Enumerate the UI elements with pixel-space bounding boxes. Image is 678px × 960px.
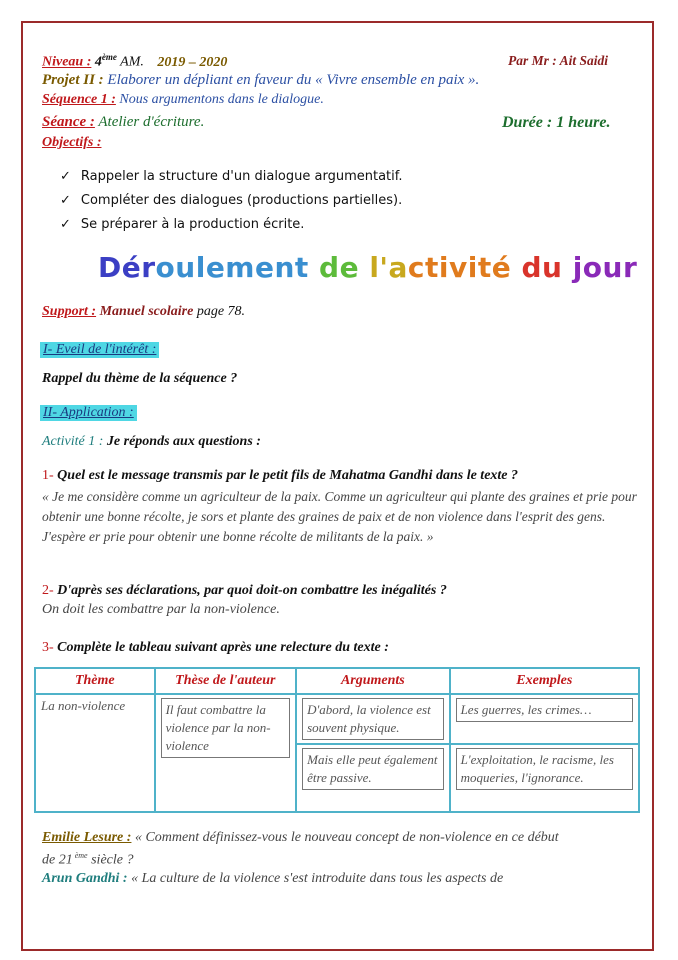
objective-text: Rappeler la structure d'un dialogue argumentatif. <box>80 169 403 184</box>
check-icon: ✓ <box>60 217 71 232</box>
question-text: D'après ses déclarations, par quoi doit-on combattre les inégalités ? <box>53 583 447 598</box>
theme-text: La non-violence <box>41 698 126 713</box>
table-row <box>35 694 639 744</box>
seance-line <box>42 114 204 131</box>
ordinal-sup: ème <box>72 851 88 860</box>
dialogue-text: « Comment définissez-vous le nouveau concept de non-violence en ce début <box>131 830 559 845</box>
school-year: 2019 – 2020 <box>157 54 228 70</box>
dialogue-line-1b <box>42 851 133 869</box>
duree: Durée : 1 heure. <box>502 114 611 131</box>
speaker-emilie: Emilie Lesure : <box>42 830 132 845</box>
arguments-table <box>34 667 640 813</box>
table-cell-example <box>450 694 639 744</box>
objective-item <box>60 215 304 233</box>
table-header-row <box>35 668 639 694</box>
question-1-answer: « Je me considère comme un agriculteur de la paix. Comme un agriculteur qui plante des graines et prie pour obtenir une bonne récolte, je sors et plante des graines de paix et de non violence dans l'esprit des gens. J'espère er prie pour obtenir une bonne récolte de militants de la paix. » <box>42 489 637 544</box>
objective-item <box>60 167 403 185</box>
table-header-cell: Thème <box>35 668 155 694</box>
question-number: 2- <box>42 583 54 598</box>
table-header-cell: Thèse de l'auteur <box>155 668 297 694</box>
check-icon: ✓ <box>60 193 71 208</box>
argument-text: D'abord, la violence est souvent physique. <box>302 698 443 740</box>
support-label: Support : <box>42 304 97 319</box>
dialogue-line-1 <box>42 830 559 846</box>
question-2-answer: On doit les combattre par la non-violence. <box>42 602 280 617</box>
question-number: 1- <box>42 468 54 483</box>
table-cell-theme <box>35 694 155 812</box>
dialogue-text: « La culture de la violence s'est introduite dans tous les aspects de <box>127 871 504 886</box>
projet-label: Projet II : <box>42 72 104 88</box>
banner-part: Dér <box>98 251 156 284</box>
section-1-text: Rappel du thème de la séquence ? <box>42 371 238 386</box>
support-line <box>42 304 245 320</box>
question-number: 3- <box>42 640 54 655</box>
dialogue-text: de 21 <box>42 852 73 868</box>
example-text: L'exploitation, le racisme, les moqueries, l'ignorance. <box>456 748 633 790</box>
activity-text: Je réponds aux questions : <box>103 434 261 449</box>
dialogue-text: siècle ? <box>87 852 134 868</box>
question-text: Complète le tableau suivant après une relecture du texte : <box>53 640 389 655</box>
table-cell-argument <box>296 694 449 744</box>
dialogue-line-2 <box>42 871 503 887</box>
banner-part: du <box>521 251 573 284</box>
niveau-sup: ème <box>101 52 117 62</box>
niveau-line <box>42 52 227 71</box>
projet-line <box>42 72 479 89</box>
question-text: Quel est le message transmis par le petit fils de Mahatma Gandhi dans le texte ? <box>53 468 519 483</box>
sequence-text: Nous argumentons dans le dialogue. <box>115 92 324 107</box>
seance-text: Atelier d'écriture. <box>94 114 205 130</box>
niveau-value: 4 <box>94 54 102 70</box>
objectifs-label: Objectifs : <box>42 135 102 150</box>
support-text: Manuel scolaire <box>96 304 194 319</box>
banner-part: oulement <box>155 251 320 284</box>
objective-item <box>60 191 402 209</box>
question-2 <box>42 583 447 599</box>
section-1-title: I- Eveil de l'intérêt : <box>40 342 159 358</box>
check-icon: ✓ <box>60 169 71 184</box>
activity-label: Activité 1 : <box>42 434 104 449</box>
section-2-title: II- Application : <box>40 405 137 421</box>
niveau-label: Niveau : <box>42 54 92 70</box>
banner-part: de <box>319 251 370 284</box>
example-text: Les guerres, les crimes… <box>456 698 633 722</box>
support-page: page 78. <box>193 304 246 319</box>
sequence-line <box>42 92 324 108</box>
niveau-suffix: AM. <box>116 54 144 70</box>
sequence-label: Séquence 1 : <box>42 92 116 107</box>
activity-line <box>42 434 261 450</box>
these-text: Il faut combattre la violence par la non-violence <box>161 698 291 758</box>
banner-part: l'a <box>369 251 408 284</box>
question-3 <box>42 640 389 656</box>
objective-text: Compléter des dialogues (productions partielles). <box>80 193 403 208</box>
activity-banner-title <box>98 251 637 284</box>
table-cell-argument <box>296 744 449 812</box>
table-header-cell: Exemples <box>450 668 639 694</box>
banner-part: ctivité <box>407 251 522 284</box>
question-1 <box>42 468 518 484</box>
projet-text: Elaborer un dépliant en faveur du « Vivre ensemble en paix ». <box>103 72 480 88</box>
objective-text: Se préparer à la production écrite. <box>80 217 305 232</box>
table-cell-example <box>450 744 639 812</box>
author: Par Mr : Ait Saidi <box>508 53 609 68</box>
argument-text: Mais elle peut également être passive. <box>302 748 443 790</box>
speaker-arun: Arun Gandhi : <box>42 871 128 886</box>
table-cell-these <box>155 694 297 812</box>
table-header-cell: Arguments <box>296 668 449 694</box>
seance-label: Séance : <box>42 114 95 130</box>
banner-part: jour <box>572 251 638 284</box>
